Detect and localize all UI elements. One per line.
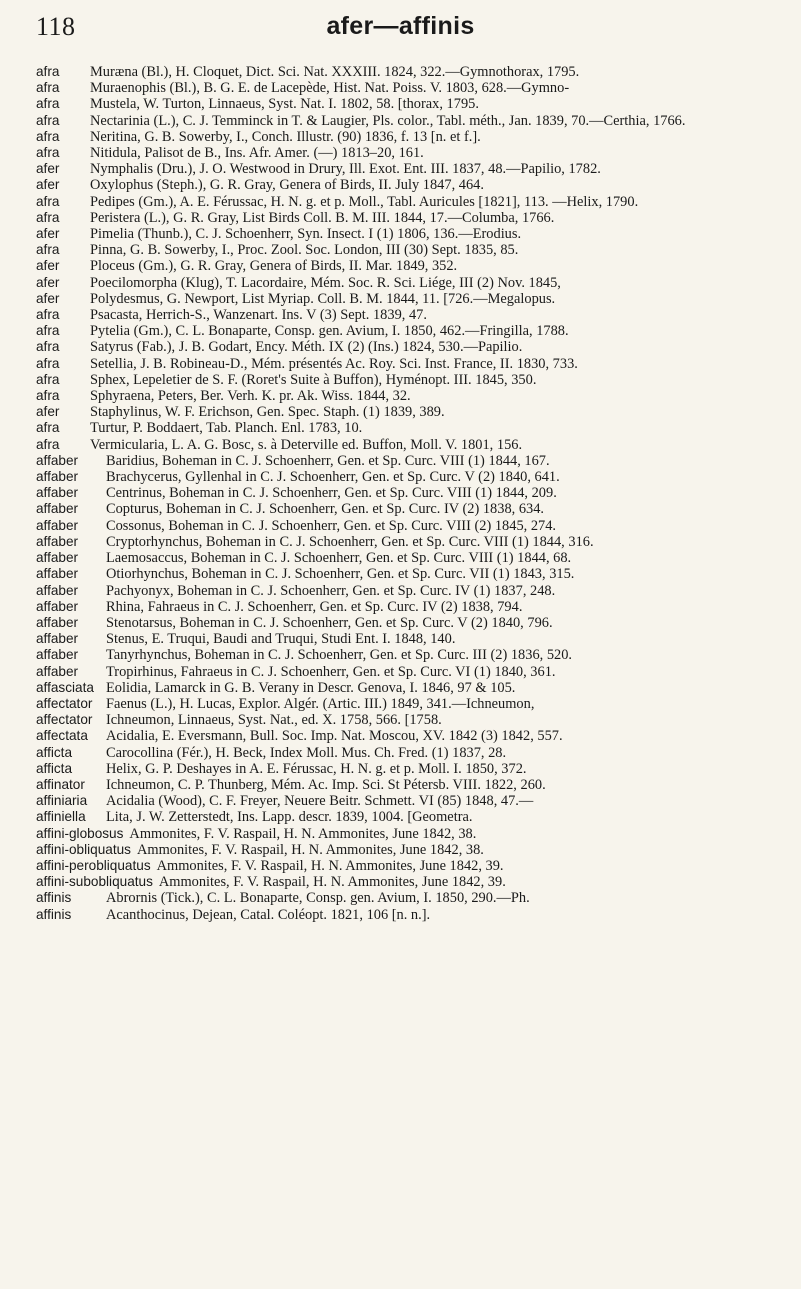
entry-keyword: affinis	[36, 906, 72, 922]
entry-text: Ichneumon, C. P. Thunberg, Mém. Ac. Imp. Sci. St Pétersb. VIII. 1822, 260.	[106, 776, 546, 793]
list-item	[36, 388, 784, 404]
entry-keyword: afer	[36, 161, 60, 177]
entry-text: Pimelia (Thunb.), C. J. Schoenherr, Syn. Insect. I (1) 1806, 136.—Erodius.	[90, 226, 522, 243]
entry-keyword: affectata	[36, 728, 88, 744]
list-item	[36, 534, 784, 550]
entry-keyword: affectator	[36, 712, 93, 728]
list-item	[36, 761, 784, 777]
entry-text: Faenus (L.), H. Lucas, Explor. Algér. (Artic. III.) 1849, 341.—Ichneumon,	[106, 695, 535, 712]
entry-keyword: afer	[36, 226, 60, 242]
list-item	[36, 615, 784, 631]
entry-keyword: affaber	[36, 566, 79, 582]
list-item	[36, 907, 784, 923]
page-number: 118	[36, 12, 76, 41]
list-item	[36, 647, 784, 663]
entry-keyword: affini-subobliquatus	[36, 874, 153, 890]
entry-keyword: afra	[36, 388, 60, 404]
entry-text: Polydesmus, G. Newport, List Myriap. Coll. B. M. 1844, 11. [726.—Megalopus.	[90, 290, 556, 307]
entry-keyword: affaber	[36, 550, 79, 566]
list-item	[36, 64, 784, 80]
entry-keyword: afer	[36, 404, 60, 420]
entry-text: Muraenophis (Bl.), B. G. E. de Lacepède, Hist. Nat. Poiss. V. 1803, 628.—Gymno-	[90, 80, 570, 97]
entry-text: Ammonites, F. V. Raspail, H. N. Ammonites, June 1842, 39.	[156, 857, 504, 874]
list-item	[36, 566, 784, 582]
entry-keyword: affaber	[36, 582, 79, 598]
entry-keyword: afer	[36, 258, 60, 274]
page-header	[0, 0, 801, 60]
entry-text: Abrornis (Tick.), C. L. Bonaparte, Consp. gen. Avium, I. 1850, 290.—Ph.	[106, 890, 530, 907]
entry-text: Mustela, W. Turton, Linnaeus, Syst. Nat. I. 1802, 58. [thorax, 1795.	[90, 96, 479, 113]
entry-keyword: afra	[36, 145, 60, 161]
list-item	[36, 550, 784, 566]
entry-keyword: affaber	[36, 663, 79, 679]
entry-text: Centrinus, Boheman in C. J. Schoenherr, Gen. et Sp. Curc. VIII (1) 1844, 209.	[106, 485, 557, 502]
list-item	[36, 161, 784, 177]
entry-text: Staphylinus, W. F. Erichson, Gen. Spec. Staph. (1) 1839, 389.	[90, 404, 445, 421]
list-item	[36, 339, 784, 355]
list-item	[36, 469, 784, 485]
list-item	[36, 242, 784, 258]
entry-text: Ammonites, F. V. Raspail, H. N. Ammonites, June 1842, 38.	[129, 825, 477, 842]
entry-keyword: affiniaria	[36, 793, 88, 809]
entry-keyword: afra	[36, 339, 60, 355]
entry-keyword: affini-perobliquatus	[36, 857, 151, 873]
entry-keyword: afra	[36, 307, 60, 323]
list-item	[36, 583, 784, 599]
list-item	[36, 777, 784, 793]
list-item	[36, 210, 784, 226]
entry-text: Ammonites, F. V. Raspail, H. N. Ammonites, June 1842, 39.	[158, 874, 506, 891]
entry-text: Lita, J. W. Zetterstedt, Ins. Lapp. descr. 1839, 1004. [Geometra.	[106, 809, 473, 826]
list-item	[36, 356, 784, 372]
entry-text: Tropirhinus, Fahraeus in C. J. Schoenherr, Gen. et Sp. Curc. VI (1) 1840, 361.	[106, 663, 556, 680]
entry-keyword: afficta	[36, 744, 73, 760]
entry-text: Pedipes (Gm.), A. E. Férussac, H. N. g. et p. Moll., Tabl. Auricules [1821], 113. —Helix, 1790.	[90, 193, 639, 210]
entry-keyword: afra	[36, 96, 60, 112]
entry-text: Nymphalis (Dru.), J. O. Westwood in Drury, Ill. Exot. Ent. III. 1837, 48.—Papilio, 1782.	[90, 161, 601, 178]
entry-text: Sphex, Lepeletier de S. F. (Roret's Suite à Buffon), Hyménopt. III. 1845, 350.	[90, 371, 537, 388]
list-item	[36, 323, 784, 339]
entry-keyword: afficta	[36, 760, 73, 776]
entry-keyword: afra	[36, 436, 60, 452]
list-item	[36, 307, 784, 323]
entry-keyword: affini-obliquatus	[36, 841, 131, 857]
list-item	[36, 874, 784, 890]
entry-text: Copturus, Boheman in C. J. Schoenherr, Gen. et Sp. Curc. IV (2) 1838, 634.	[106, 501, 545, 518]
entry-keyword: affaber	[36, 469, 79, 485]
entry-text: Cossonus, Boheman in C. J. Schoenherr, Gen. et Sp. Curc. VIII (2) 1845, 274.	[106, 517, 557, 534]
entry-keyword: afra	[36, 242, 60, 258]
entry-keyword: afra	[36, 112, 60, 128]
entry-text: Ammonites, F. V. Raspail, H. N. Ammonites, June 1842, 38.	[136, 841, 484, 858]
entry-text: Brachycerus, Gyllenhal in C. J. Schoenherr, Gen. et Sp. Curc. V (2) 1840, 641.	[106, 469, 560, 486]
list-item	[36, 194, 784, 210]
entry-keyword: affaber	[36, 452, 79, 468]
list-item	[36, 809, 784, 825]
entry-text: Tanyrhynchus, Boheman in C. J. Schoenherr, Gen. et Sp. Curc. III (2) 1836, 520.	[106, 647, 573, 664]
list-item	[36, 485, 784, 501]
entry-text: Rhina, Fahraeus in C. J. Schoenherr, Gen. et Sp. Curc. IV (2) 1838, 794.	[106, 598, 523, 615]
list-item	[36, 113, 784, 129]
entry-text: Cryptorhynchus, Boheman in C. J. Schoenherr, Gen. et Sp. Curc. VIII (1) 1844, 316.	[106, 533, 594, 550]
list-item	[36, 80, 784, 96]
entry-keyword: affini-globosus	[36, 825, 124, 841]
entry-keyword: afer	[36, 274, 60, 290]
list-item	[36, 696, 784, 712]
entry-text: Poecilomorpha (Klug), T. Lacordaire, Mém. Soc. R. Sci. Liége, III (2) Nov. 1845,	[90, 274, 561, 291]
list-item	[36, 453, 784, 469]
entry-text: Acanthocinus, Dejean, Catal. Coléopt. 1821, 106 [n. n.].	[106, 906, 431, 923]
entry-keyword: afra	[36, 193, 60, 209]
entry-text: Oxylophus (Steph.), G. R. Gray, Genera of Birds, II. July 1847, 464.	[90, 177, 484, 194]
list-item	[36, 437, 784, 453]
list-item	[36, 712, 784, 728]
list-item	[36, 501, 784, 517]
entry-keyword: afra	[36, 420, 60, 436]
entry-list	[36, 64, 784, 923]
entry-text: Acidalia, E. Eversmann, Bull. Soc. Imp. Nat. Moscou, XV. 1842 (3) 1842, 557.	[106, 728, 563, 745]
running-head: afer—affinis	[326, 12, 475, 40]
entry-text: Helix, G. P. Deshayes in A. E. Férussac, H. N. g. et p. Moll. I. 1850, 372.	[106, 760, 527, 777]
entry-keyword: affinator	[36, 776, 85, 792]
entry-text: Laemosaccus, Boheman in C. J. Schoenherr, Gen. et Sp. Curc. VIII (1) 1844, 68.	[106, 550, 572, 567]
list-item	[36, 420, 784, 436]
list-item	[36, 129, 784, 145]
entry-text: Baridius, Boheman in C. J. Schoenherr, Gen. et Sp. Curc. VIII (1) 1844, 167.	[106, 452, 550, 469]
entry-text: Turtur, P. Boddaert, Tab. Planch. Enl. 1783, 10.	[90, 420, 363, 437]
entry-text: Acidalia (Wood), C. F. Freyer, Neuere Beitr. Schmett. VI (85) 1848, 47.—	[106, 793, 534, 810]
entry-text: Psacasta, Herrich-S., Wanzenart. Ins. V (3) Sept. 1839, 47.	[90, 307, 427, 324]
entry-keyword: affaber	[36, 517, 79, 533]
list-item	[36, 826, 784, 842]
entry-text: Ploceus (Gm.), G. R. Gray, Genera of Birds, II. Mar. 1849, 352.	[90, 258, 458, 275]
list-item	[36, 664, 784, 680]
list-item	[36, 680, 784, 696]
list-item	[36, 258, 784, 274]
list-item	[36, 404, 784, 420]
entry-keyword: affaber	[36, 485, 79, 501]
list-item	[36, 291, 784, 307]
entry-text: Sphyraena, Peters, Ber. Verh. K. pr. Ak. Wiss. 1844, 32.	[90, 388, 411, 405]
entry-text: Satyrus (Fab.), J. B. Godart, Ency. Méth. IX (2) (Ins.) 1824, 530.—Papilio.	[90, 339, 523, 356]
entry-keyword: afer	[36, 177, 60, 193]
entry-keyword: affasciata	[36, 679, 94, 695]
list-item	[36, 177, 784, 193]
entry-text: Stenus, E. Truqui, Baudi and Truqui, Studi Ent. I. 1848, 140.	[106, 631, 456, 648]
list-item	[36, 275, 784, 291]
entry-text: Nectarinia (L.), C. J. Temminck in T. & Laugier, Pls. color., Tabl. méth., Jan. 1839, 70.—Certhia, 1766.	[90, 112, 686, 129]
entry-text: Carocollina (Fér.), H. Beck, Index Moll. Mus. Ch. Fred. (1) 1837, 28.	[106, 744, 507, 761]
entry-keyword: afra	[36, 371, 60, 387]
entry-text: Otiorhynchus, Boheman in C. J. Schoenherr, Gen. et Sp. Curc. VII (1) 1843, 315.	[106, 566, 575, 583]
entry-text: Ichneumon, Linnaeus, Syst. Nat., ed. X. 1758, 566. [1758.	[106, 712, 442, 729]
entry-keyword: affaber	[36, 631, 79, 647]
entry-text: Setellia, J. B. Robineau-D., Mém. présentés Ac. Roy. Sci. Inst. France, II. 1830, 733.	[90, 355, 578, 372]
entry-text: Stenotarsus, Boheman in C. J. Schoenherr, Gen. et Sp. Curc. V (2) 1840, 796.	[106, 614, 553, 631]
entry-keyword: affaber	[36, 533, 79, 549]
list-item	[36, 145, 784, 161]
entry-text: Nitidula, Palisot de B., Ins. Afr. Amer. (—) 1813–20, 161.	[90, 145, 424, 162]
list-item	[36, 599, 784, 615]
list-item	[36, 518, 784, 534]
entry-text: Vermicularia, L. A. G. Bosc, s. à Deterville ed. Buffon, Moll. V. 1801, 156.	[90, 436, 523, 453]
entry-text: Pachyonyx, Boheman in C. J. Schoenherr, Gen. et Sp. Curc. IV (1) 1837, 248.	[106, 582, 556, 599]
entry-text: Eolidia, Lamarck in G. B. Verany in Descr. Genova, I. 1846, 97 & 105.	[106, 679, 516, 696]
entry-keyword: afra	[36, 80, 60, 96]
entry-keyword: affectator	[36, 695, 93, 711]
list-item	[36, 226, 784, 242]
list-item	[36, 793, 784, 809]
entry-keyword: affiniella	[36, 809, 86, 825]
entry-keyword: afra	[36, 209, 60, 225]
list-item	[36, 631, 784, 647]
entry-keyword: affaber	[36, 501, 79, 517]
entry-text: Muræna (Bl.), H. Cloquet, Dict. Sci. Nat. XXXIII. 1824, 322.—Gymnothorax, 1795.	[90, 64, 580, 80]
list-item	[36, 728, 784, 744]
list-item	[36, 858, 784, 874]
list-item	[36, 96, 784, 112]
entry-text: Pinna, G. B. Sowerby, I., Proc. Zool. Soc. London, III (30) Sept. 1835, 85.	[90, 242, 519, 259]
entry-keyword: afra	[36, 355, 60, 371]
list-item	[36, 745, 784, 761]
list-item	[36, 842, 784, 858]
entry-keyword: afra	[36, 323, 60, 339]
entry-text: Neritina, G. B. Sowerby, I., Conch. Illustr. (90) 1836, f. 13 [n. et f.].	[90, 128, 481, 145]
entry-keyword: affaber	[36, 647, 79, 663]
entry-keyword: afer	[36, 290, 60, 306]
list-item	[36, 890, 784, 906]
entry-keyword: affinis	[36, 890, 72, 906]
entry-keyword: affaber	[36, 614, 79, 630]
entry-keyword: affaber	[36, 598, 79, 614]
entry-text: Pytelia (Gm.), C. L. Bonaparte, Consp. gen. Avium, I. 1850, 462.—Fringilla, 1788.	[90, 323, 569, 340]
list-item	[36, 372, 784, 388]
entry-keyword: afra	[36, 128, 60, 144]
entry-text: Peristera (L.), G. R. Gray, List Birds Coll. B. M. III. 1844, 17.—Columba, 1766.	[90, 209, 555, 226]
entry-keyword: afra	[36, 64, 60, 79]
